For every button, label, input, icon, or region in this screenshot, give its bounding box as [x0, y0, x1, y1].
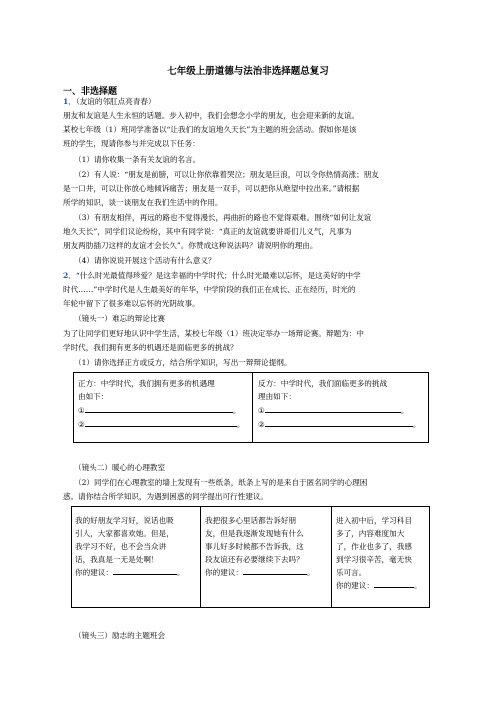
pro-blank-1[interactable]: ① 。: [78, 406, 241, 415]
shot2-line: 惑。请你结合所学知识，为遇到困惑的同学提出可行性建议。: [63, 492, 269, 501]
table-divider: [252, 373, 253, 442]
q1-line: 班的学生，现请你参与并完成以下任务：: [63, 139, 200, 148]
q1-task-2: （2）有人说：“朋友是前膀，可以让你依靠着哭泣；朋友是巨浪，可以令你热情高涨；朋友: [74, 170, 379, 179]
advice-field[interactable]: 你的建议： 。: [336, 581, 422, 590]
table-divider: [331, 507, 332, 607]
answer-line[interactable]: [85, 418, 237, 427]
q2-line: [63, 269, 435, 283]
shot3-heading: （镜头三）励志的主题班会: [74, 631, 166, 640]
con-blank-2[interactable]: ② 。: [258, 420, 421, 429]
answer-line[interactable]: [243, 566, 307, 575]
q1-task-3: （3）有朋友相伴，再远的路也不觉得漫长，再曲折的路也不觉得艰难。围绕“如何让友谊: [74, 213, 372, 222]
q1-number: 1．: [63, 97, 76, 106]
answer-line[interactable]: [265, 404, 401, 413]
q2-line: 时代……”中学时代是人生最美好的年华，中学阶段的我们正在成长、正在经历，时光的: [63, 285, 356, 294]
answer-line[interactable]: [113, 566, 177, 575]
q1-task-3-cont: 地久天长”，同学们议论纷纷，其中有同学说：“真正的友谊就要讲哥们儿义气，凡事为: [63, 227, 352, 236]
q1-task-2-cont: 是一口井，可以让你放心地倾诉痛苦；朋友是一双手，可以把你从绝望中拉出来。”请根据: [63, 184, 360, 193]
q1-task-3-cont: 朋友两肋插刀这样的友谊才会长久”。你赞成这种说法吗？请说明你的理由。: [63, 241, 318, 250]
answer-line[interactable]: [85, 404, 233, 413]
q1-task-2-cont: 所学的知识，谈一谈朋友在我们生活中的作用。: [63, 198, 223, 207]
pro-reason-label: 由如下：: [78, 392, 109, 401]
page-title: 七年级上册道德与法治非选择题总复习: [167, 66, 329, 77]
answer-line[interactable]: [265, 418, 413, 427]
q1-line: 朋友和友谊是人生永恒的话题。步入初中，我们会想念小学的朋友，也会迎来新的友谊。: [63, 111, 360, 120]
q1-topic: （友谊的邻肛点亮青春）: [75, 97, 156, 106]
q2-line: 年轮中留下了很多难以忘怀的光阴故事。: [63, 299, 200, 308]
con-heading: 反方：中学时代，我们面临更多的挑战: [258, 379, 388, 388]
table-divider: [200, 507, 201, 607]
advice-field[interactable]: 你的建议： 。: [75, 568, 185, 577]
con-blank-1[interactable]: ① 。: [258, 406, 409, 415]
shot2-heading: （镜头二）暖心的心理教室: [74, 463, 166, 472]
debate-table: [73, 372, 429, 443]
q1-line: 某校七年级（1）班同学准备以“让我们的友谊地久天长”为主题的班会活动。假如你是该: [63, 125, 357, 134]
shot1-line: 学时代，我们拥有更多的机遇还是面临更多的挑战？: [63, 343, 238, 352]
shot1-heading: （镜头一）难忘的辩论比赛: [74, 314, 166, 323]
q1-task-1: （1）请你收集一条有关友谊的名言。: [74, 155, 201, 164]
q1-task-4: （4）请你说说开展这个活动有什么意义？: [74, 256, 216, 265]
shot2-line: （2）同学们在心理教室的墙上发现有一些纸条，纸条上写的是来自于匿名同学的心理困: [74, 478, 368, 487]
q2-text: “什么时光最值得珍爱？是这幸福的中学时代；什么时光最难以忘怀，是这美好的中学: [75, 271, 361, 280]
q1-header: [63, 95, 435, 109]
pro-heading: 正方：中学时代，我们拥有更多的机遇理: [78, 379, 215, 388]
shot1-task: （1）请你选择正方或反方，结合所学知识，写出一辩辩论提纲。: [74, 358, 292, 367]
notes-table: 我的好朋友学习好，说话也吸 引人，大家都喜欢她。但是， 我学习不好，也不会当众讲 话，我真是一无是处啊！ 你的建议： 。 我把很多心里话都告诉好朋 友，但是我逐渐发现她有什么 事儿好多时候都不告诉我，这 段友谊还有必要继续下去吗？ 你的建议： 。 进入初中后，学习科目 多了，内容难度加大 了，作业也多了，我感 到学习很辛苦，毫无快 乐可言。 你的建议： 。: [71, 506, 430, 608]
con-reason-label: 理由如下：: [258, 392, 296, 401]
q2-number: 2．: [63, 271, 76, 280]
advice-field[interactable]: 你的建议： 。: [205, 568, 315, 577]
shot1-line: 为了让同学们更好地认识中学生活，某校七年级（1）班决定举办一场辩论赛。辩题为：中: [63, 329, 364, 338]
answer-line[interactable]: [374, 579, 414, 588]
section-heading: 一、非选择题: [63, 87, 118, 97]
pro-blank-2[interactable]: ② 。: [78, 420, 245, 429]
